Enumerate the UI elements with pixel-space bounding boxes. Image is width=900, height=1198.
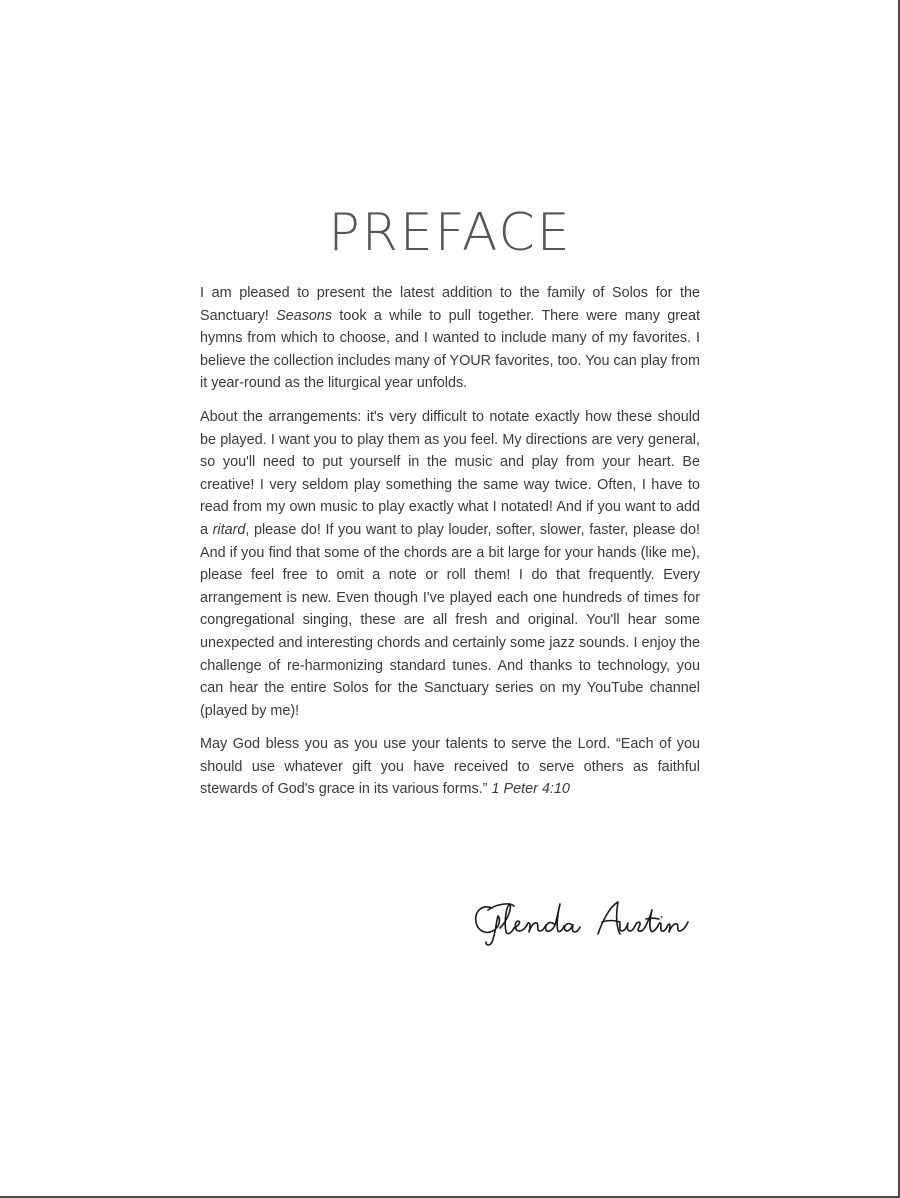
paragraph-2 (200, 406, 700, 722)
paragraph-1-text-b: took a while to pull together. There were many great hymns from which to choose, and I wanted to include many of my favorites. I believe the collection includes many of YOUR favorites, too. You can play from it year-round as the liturgical year unfolds. (200, 307, 700, 392)
paragraph-2-text-b: , please do! If you want to play louder, softer, slower, faster, please do! And if you find that some of the chords are a bit large for your hands (like me), please feel free to omit a note or roll them! I do that frequently. Every arrangement is new. Even though I've played each one hundreds of times for congregational singing, these are all fresh and original. You'll hear some unexpected and interesting chords and certainly some jazz sounds. I enjoy the challenge of re-harmonizing standard tunes. And thanks to technology, you can hear the entire Solos for the Sanctuary series on my YouTube channel (played by me)! (200, 521, 700, 719)
page-title: PREFACE (328, 202, 572, 263)
paragraph-2-text-a: About the arrangements: it's very difficult to notate exactly how these should be played. I want you to play them as you feel. My directions are very general, so you'll need to put yourself in the music and play from your heart. Be creative! I very seldom play something the same way twice. Often, I have to read from my own music to play exactly what I notated! And if you want to add a (200, 408, 700, 538)
paragraph-1-text-a: I am pleased to present the latest addition to the family of Solos for the Sanctuary! (200, 285, 700, 324)
preface-body (200, 282, 700, 812)
paragraph-3 (200, 733, 700, 801)
scripture-reference: 1 Peter 4:10 (491, 781, 570, 798)
term-ritard: ritard (212, 521, 246, 538)
paragraph-3-text-a: May God bless you as you use your talents to serve the Lord. “Each of you should use whatever gift you have received to serve others as faithful stewards of God's grace in its various forms.” (200, 736, 700, 798)
handwritten-signature (470, 892, 700, 952)
book-title-seasons: Seasons (276, 307, 333, 324)
paragraph-1 (200, 282, 700, 395)
